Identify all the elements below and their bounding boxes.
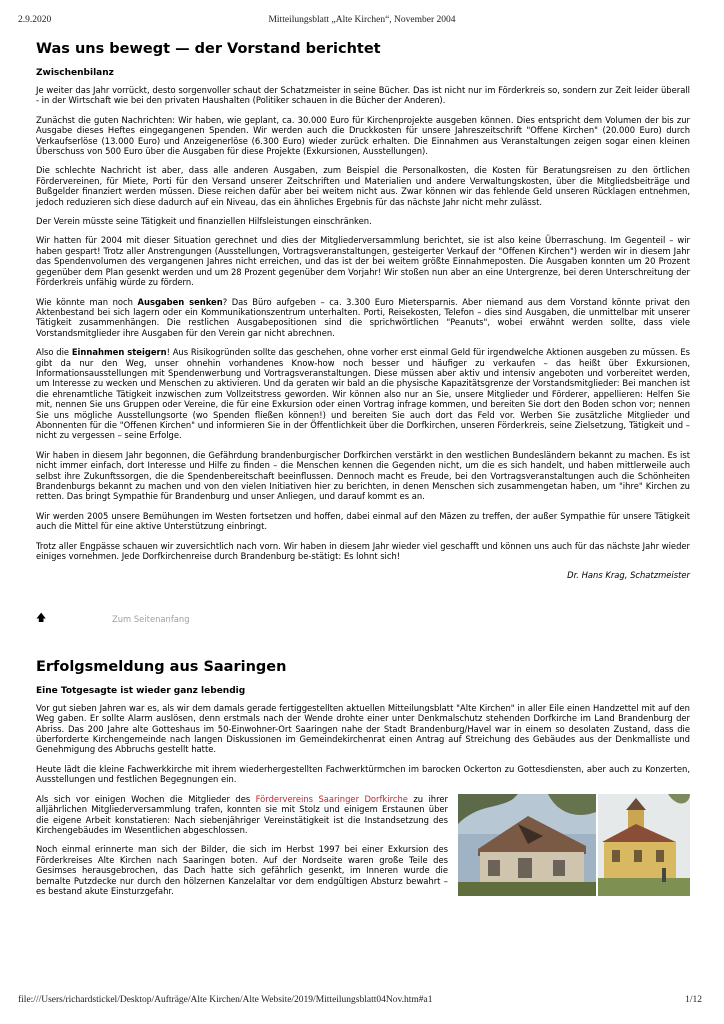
church-photos [458, 794, 690, 896]
signature: Dr. Hans Krag, Schatzmeister [567, 570, 690, 581]
print-page-number: 1/12 [685, 995, 702, 1005]
restored-church-photo-drawing [598, 794, 690, 896]
article2-paragraph-1: Vor gut sieben Jahren war es, als wir dem damals gerade fertiggestellten aktuellen Mitteilungsblatt "Alte Kirchen" in aller Eile einen Handzettel mit auf den Weg gaben. Er sollte Alarm auslösen, denn erstmals nach der Wende drohte einer unter Denkmalschutz stehenden Dorfkirche im Land Brandenburg der Abriss. Das 200 Jahre alte Gotteshaus im 50-Einwohner-Ort Saaringen nahe der Stadt Brandenburg/Havel war in einem so desolaten Zustand, dass die überforderte Kirchengemeinde nach langen Diskussionen im Gemeindekirchenrat einen Antrag auf Streichung des Gebäudes aus der Denkmalliste und Genehmigung des Abbruchs gestellt hatte. [36, 702, 690, 755]
text-span: zu ihrer alljährlichen Mitgliederversammlung trafen, konnten sie mit Stolz und einigem Erstaunen über die eigene Arbeit konstatieren: Nach siebenjähriger Vereinstätigkeit ist die Instandsetzung des Kirchengebäudes im Wesentlichen abgeschlossen. [36, 793, 448, 835]
church-ruin-photo-drawing [458, 794, 596, 896]
text-span: ? Das Büro aufgeben – ca. 3.300 Euro Mietersparnis. Aber niemand aus dem Vorstand könnte privat den Aktenbestand bei sich lagern oder ein Kommunikationszentrum unterhalten. Porti, Reisekosten, Telefon – dies sind Ausgaben, die unmittelbar mit unserer Tätigkeit zusammenhängen. Die restlichen Ausgabepositionen sind die sprichwörtlichen "Peanuts", wobei erwähnt werden sollte, dass viele Vorstandsmitglieder ihre Ausgaben für den Verein gar nicht abrechnen. [36, 296, 690, 338]
article2-title: Erfolgsmeldung aus Saaringen [36, 658, 287, 675]
bold-phrase-einnahmen: Einnahmen steigern [71, 347, 167, 358]
bold-phrase-ausgaben: Ausgaben senken [137, 296, 223, 307]
text-span: ! Aus Risikogründen sollte das geschehen, ohne vorher erst einmal Geld für irgendwelche Aktionen ausgeben zu müssen. Es gibt da nur den Weg, unser ohnehin vorhandenes Know-how noch besser und häufiger zu verkaufen – das heißt über Exkursionen, Informationsausstellungen mit Spendenwerbung und Vortragsveranstaltungen. Diese müssen aber aktiv und intensiv angeboten und vorbereitet werden, um Interesse zu wecken und Menschen zu aktivieren. Und da geraten wir bald an die physische Kapazitätsgrenze der Vorstandsmitglieder: Bei manchen ist die ehrenamtliche Tätigkeit inzwischen zum Vollzeitstress geworden. Wir können also nur an Sie, unsere Mitglieder und Förderer, appellieren: Helfen Sie mit, nennen Sie uns Gruppen oder Vereine, die für eine Exkursion oder einen Vortrag infrage kommen, und bereiten Sie dort den Boden schon vor; nennen Sie uns mögliche Ausstellungsorte (wo Spenden fließen können!) und bereiten Sie auch dort das Feld vor. Werben Sie zusätzliche Mitglieder und Abonnenten für die "Offenen Kirchen" und informieren Sie in der Öffentlichkeit über die Dorfkirchen, unseren Förderkreis, seine Zielsetzung, Tätigkeit und – nicht zu vergessen – seine Erfolge. [36, 347, 690, 441]
print-header-title: Mitteilungsblatt „Alte Kirchen“, November 2004 [268, 15, 456, 25]
article1-paragraph-8: Wir haben in diesem Jahr begonnen, die Gefährdung brandenburgischer Dorfkirchen verstärkt in den westlichen Bundesländern bekannt zu machen. Es ist nicht immer einfach, dort Interesse und Hilfe zu finden – die Menschen kennen die Gegenden nicht, um die es sich handelt, und haben mittlerweile auch selbst ihre Zukunftssorgen, die die Spendenbereitschaft beeinflussen. Dennoch macht es Freude, bei den Vortragsveranstaltungen auch die Schönheiten Brandenburgs bekannt zu machen und von den vielen Initiativen hier zu berichten, in denen Menschen sich zusammengetan haben, um "ihre" Kirchen zu retten. Das bringt Sympathie für Brandenburg und unser Anliegen, und darauf kommt es an. [36, 449, 690, 502]
article2-photo-text [36, 794, 448, 897]
back-to-top-link[interactable] [36, 611, 690, 628]
text-span: Als sich vor einigen Wochen die Mitglieder des [36, 793, 256, 804]
article1-paragraph-6 [36, 297, 690, 339]
foerderverein-saaringen-link[interactable]: Fördervereins Saaringer Dorfkirche [255, 793, 408, 804]
print-date: 2.9.2020 [18, 15, 52, 25]
article1-paragraph-4: Der Verein müsste seine Tätigkeit und finanziellen Hilfsleistungen einschränken. [36, 216, 372, 227]
article1-paragraph-3: Die schlechte Nachricht ist aber, dass alle anderen Ausgaben, zum Beispiel die Personalkosten, die Kosten für Beratungsreisen zu den örtlichen Fördervereinen, für Miete, Porti für den Versand unserer Zeitschriften und Materialien und andere Verwaltungskosten, über die Mitgliedsbeiträge und Bußgelder finanziert werden müssen. Diese reichen dafür aber bei weitem nicht aus. Zwar können wir das fehlende Geld unseren Rücklagen entnehmen, jedoch reduzieren sich diese dadurch auf ein Niveau, das ein ähnliches Ergebnis für das nächste Jahr nicht mehr zulässt. [36, 165, 690, 207]
article2-paragraph-4: Noch einmal erinnerte man sich der Bilder, die sich im Herbst 1997 bei einer Exkursion des Förderkreises Alte Kirchen nach Saaringen boten. Auf der Nordseite waren große Teile des Gesimses herausgebrochen, das Dach hatte sich gefährlich gesenkt, im Inneren wurde die bemalte Putzdecke nur durch den hölzernen Kanzelaltar vor dem endgültigen Absturz bewahrt – es bestand akute Einsturzgefahr. [36, 844, 448, 896]
text-span: Wie könnte man noch [36, 296, 138, 307]
article2-subtitle: Eine Totgesagte ist wieder ganz lebendig [36, 685, 246, 696]
article2-paragraph-2: Heute lädt die kleine Fachwerkkirche mit ihrem wiederhergestellten Fachwerktürmchen im barocken Ockerton zu Gottesdiensten, aber auch zu Konzerten, Ausstellungen und festlichen Begegnungen ein. [36, 763, 690, 785]
article1-paragraph-5: Wir hatten für 2004 mit dieser Situation gerechnet und dies der Mitgliederversammlung berichtet, sie ist also keine Überraschung. Im Gegenteil – wir haben gespart! Trotz aller Anstrengungen (Ausstellungen, Vortragsveranstaltungen, gesteigerter Verkauf der "Offenen Kirchen") werden wir in diesem Jahr das Spendenvolumen des vergangenen Jahres nicht erreichen, und das ist der bei weitem größte Einnahmeposten. Die Ausgaben konnten um 20 Prozent gegenüber dem Plan gesenkt werden und um 28 Prozent gegenüber dem Vorjahr! Wir stoßen nun aber an eine Untergrenze, bei deren Unterschreitung der Förderkreis unfähig würde zu fördern. [36, 235, 690, 288]
up-arrow-icon: 🡅 [36, 612, 47, 624]
article1-paragraph-9: Wir werden 2005 unsere Bemühungen im Westen fortsetzen und hoffen, dabei einmal auf den Mäzen zu treffen, der außer Sympathie für unsere Tätigkeit auch die Mittel für eine aktive Unterstützung einbringt. [36, 510, 690, 532]
article1-paragraph-1: Je weiter das Jahr vorrückt, desto sorgenvoller schaut der Schatzmeister in seine Bücher. Das ist nicht nur im Förderkreis so, sondern zur Zeit leider überall - in der Wirtschaft wie bei den privaten Haushalten (Politiker schauen in die Bücher der Anderen). [36, 85, 690, 106]
article2-photo-section [36, 794, 690, 897]
article1-title: Was uns bewegt — der Vorstand berichtet [36, 41, 381, 57]
article1-paragraph-7 [36, 347, 690, 441]
restored-church-photo [598, 794, 690, 896]
text-span: Also die [36, 347, 72, 358]
article1-paragraph-10: Trotz aller Engpässe schauen wir zuversichtlich nach vorn. Wir haben in diesem Jahr wieder viel geschafft und können uns auch für das nächste Jahr wieder einiges vornehmen. Jede Dorfkirchenreise durch Brandenburg be-stätigt: Es lohnt sich! [36, 540, 690, 562]
article2-paragraph-3 [36, 794, 448, 836]
back-to-top-label: Zum Seitenanfang [112, 614, 190, 625]
article1-subtitle: Zwischenbilanz [36, 68, 114, 78]
page-content [36, 40, 690, 896]
article1-paragraph-2: Zunächst die guten Nachrichten: Wir haben, wie geplant, ca. 30.000 Euro für Kirchenprojekte ausgeben können. Dies entspricht dem Volumen der bis zur Ausgabe dieses Heftes eingegangenen Spenden. Wir werden auch die Druckkosten für unsere Jahreszeitschrift "Offene Kirchen" (20.000 Euro) durch Verkaufserlöse (13.000 Euro) und Anzeigenerlöse (6.300 Euro) wieder zurück erhalten. Die Einnahmen aus Veranstaltungen zeigen sogar einen kleinen Überschuss von 500 Euro über die Ausgaben für diese Projekte (Exkursionen, Ausstellungen). [36, 114, 690, 157]
print-footer-url: file:///Users/richardstickel/Desktop/Aufträge/Alte Kirchen/Alte Website/2019/Mitteilungsblatt04Nov.htm#a1 [18, 995, 433, 1005]
church-ruin-photo [458, 794, 596, 896]
